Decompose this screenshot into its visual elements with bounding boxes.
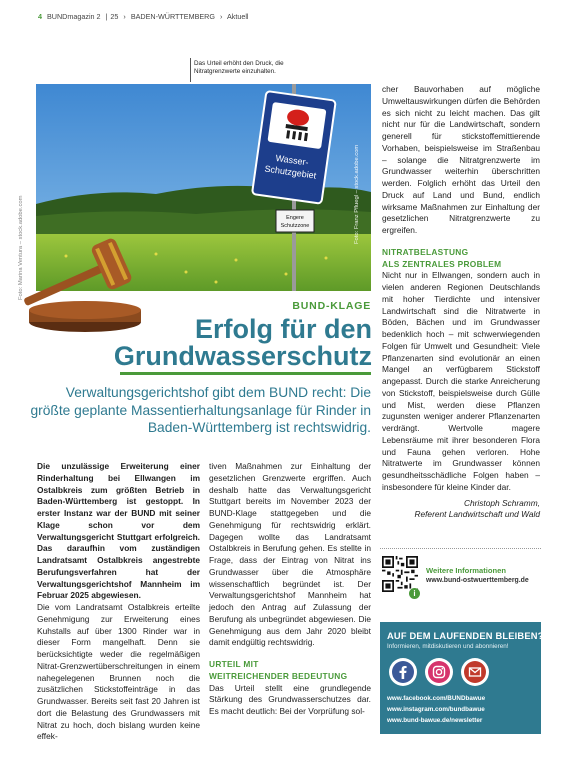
page-header	[38, 12, 249, 21]
article-column-3	[382, 84, 540, 521]
article-kicker: BUND-KLAGE	[292, 300, 371, 312]
page-number: 4	[38, 12, 42, 21]
body-paragraph: Die vom Landratsamt Ostalbkreis erteilte Genehmigung zur Erweiterung eines Kuhstalls auf über 1300 Rinder war in dieser Form mangelhaft. Denn sie berücksichtigte weder die regelmäßigen Nitrat-Grenzwertüberschreitungen in einem nahegelegenen Brunnen noch die zusätzlichen Stickstoffeinträge in das Grundwasser. Bereits seit fast 20 Jahren ist dort die Belastung des Grundwassers mit Nitrat zu hoch, doch bislang wurden keine effek-	[37, 602, 200, 742]
body-paragraph: Das Urteil stellt eine grundlegende Stärkung des Grundwasserschutzes dar. Es macht deutlich: Bei der Vorprüfung sol-	[209, 682, 371, 716]
author-role: Referent Landwirtschaft und Wald	[414, 509, 540, 520]
author-name: Christoph Schramm,	[463, 497, 540, 508]
chevron-right-icon: ›	[219, 12, 223, 21]
info-title: Weitere Informationen	[426, 566, 507, 575]
subheading	[382, 247, 540, 271]
newsletter-icon[interactable]	[461, 658, 489, 686]
title-underline	[120, 372, 371, 375]
article-lead: Verwaltungsgerichtshof gibt dem BUND recht: Die größte geplante Massentierhaltungsanlage für Rinder in Baden-Württemberg ist rechtswidrig.	[30, 385, 371, 435]
sign-main-line2: Schutzgebiet	[263, 163, 317, 181]
subheading	[209, 659, 371, 683]
article-title	[100, 316, 372, 370]
info-icon: i	[409, 588, 420, 599]
qr-code[interactable]	[382, 556, 418, 592]
instagram-icon[interactable]	[425, 658, 453, 686]
breadcrumb-region: BADEN-WÜRTTEMBERG	[130, 12, 215, 21]
body-paragraph: Nicht nur in Ellwangen, sondern auch in vielen anderen Regionen Deutschlands mit hoher Tierdichte und intensiver Landwirtschaft sind die Nitratwerte in Böden, Bächen und im Grundwasser bedenklich hoch – mit schwerwiegenden Folgen für Umwelt und Gesundheit: Viele Pflanzenarten sind evolutionär an einen Mangel an verfügbarem Stickstoff angepasst. Durch die starke Anreicherung von Stickstoff, beispielsweise durch Gülle und Mist, werden diese Pflanzen zugunsten weniger anderer Pflanzenarten verdrängt. Wertvolle magere Lebensräume mit ihrer besonderen Flora und Fauna gehen verloren. Hohe Nitratwerte im Grundwasser können gesundheitsschädliche Folgen haben – insbesondere für kleine Kinder dar.	[382, 270, 540, 492]
instagram-link[interactable]: www.instagram.com/bundbawue	[387, 706, 485, 713]
social-subtitle: Informieren, mitdiskutieren und abonnieren!	[387, 643, 509, 650]
chevron-right-icon: ›	[123, 12, 126, 21]
body-paragraph: cher Bauvorhaben auf mögliche Umweltauswirkungen dürfen die Behörden es sich nicht zu leicht machen. Das gilt nicht nur für die Landwirtschaft, sondern generell für stickstoffemittierende Vorhaben, beispielsweise im Straßenbau – solange die Nitratgrenzwerte im Grundwasser weiterhin überschritten werden. Folglich erhöht das Urteil den Druck auf Land und Bund, endlich wirksame Maßnahmen zur Einhaltung der gesetzlichen Nitratgrenzwerte zu ergreifen.	[382, 84, 540, 235]
title-line-2: Grundwasserschutz	[113, 341, 372, 371]
divider	[380, 548, 541, 549]
photo-credit-right: Foto: Franz Pfluegl – stock.adobe.com	[354, 144, 360, 244]
subheading-line: NITRATBELASTUNG	[382, 246, 469, 257]
photo-caption: Das Urteil erhöht den Druck, die Nitratgrenzwerte einzuhalten.	[194, 60, 284, 75]
article-column-2	[209, 461, 371, 718]
sign-main-line1: Wasser-	[274, 152, 310, 168]
intro-paragraph: Die unzulässige Erweiterung einer Rinderhaltung bei Ellwangen im Ostalbkreis zum größten Betrieb in Baden-Württemberg ist gestoppt. In erster Instanz war der BUND mit seiner Klage schon vor dem Verwaltungsgericht Stuttgart erfolgreich. Das daraufhin vom zuständigen Landratsamt Ostalbkreis angestrebte Berufungsverfahren hat der Verwaltungsgerichtshof Mannheim im Februar 2025 abgewiesen.	[37, 461, 200, 601]
title-line-1: Erfolg für den	[195, 314, 372, 344]
sign-small-line1: Engere	[286, 215, 304, 221]
article-column-1	[37, 461, 200, 743]
breadcrumb-section: Aktuell	[226, 12, 249, 21]
facebook-icon[interactable]	[389, 658, 417, 686]
pipe-separator: |	[105, 12, 108, 21]
body-paragraph: tiven Maßnahmen zur Einhaltung der gesetzlichen Grenzwerte ergriffen. Auch deshalb hatte das Verwaltungsgericht Stuttgart bereits im November 2023 der BUND-Klage stattgegeben und die Genehmigung für rechtswidrig erklärt. Dagegen wollte das Landratsamt Ostalbkreis in Berufung gehen. Es stellte in Frage, dass der Eintrag von Nitrat ins Grundwasser über die Atmosphäre wissenschaftlich begründet ist. Der Verwaltungsgerichtshof Mannheim hat jedoch den Antrag auf Zulassung der Berufung als unbegründet abgewiesen. Die Genehmigung aus dem Jahr 2020 bleibt damit endgültig rechtswidrig.	[209, 461, 371, 648]
subheading-line: URTEIL MIT	[209, 659, 259, 669]
newsletter-link[interactable]: www.bund-bawue.de/newsletter	[387, 717, 483, 724]
social-title: AUF DEM LAUFENDEN BLEIBEN?	[387, 631, 544, 641]
issue-number: 25	[110, 12, 119, 21]
subheading-line: WEITREICHENDER BEDEUTUNG	[209, 670, 348, 681]
facebook-link[interactable]: www.facebook.com/BUNDbawue	[387, 695, 486, 702]
photo-credit-left: Foto: Marina Ventura – stock.adobe.com	[18, 195, 24, 300]
sign-small-line2: Schutzzone	[280, 223, 310, 229]
subheading-line: ALS ZENTRALES PROBLEM	[382, 258, 502, 269]
caption-leader-line	[190, 58, 191, 82]
magazine-name: BUNDmagazin 2	[47, 12, 101, 21]
info-link[interactable]: www.bund-ostwuerttemberg.de	[426, 577, 529, 584]
